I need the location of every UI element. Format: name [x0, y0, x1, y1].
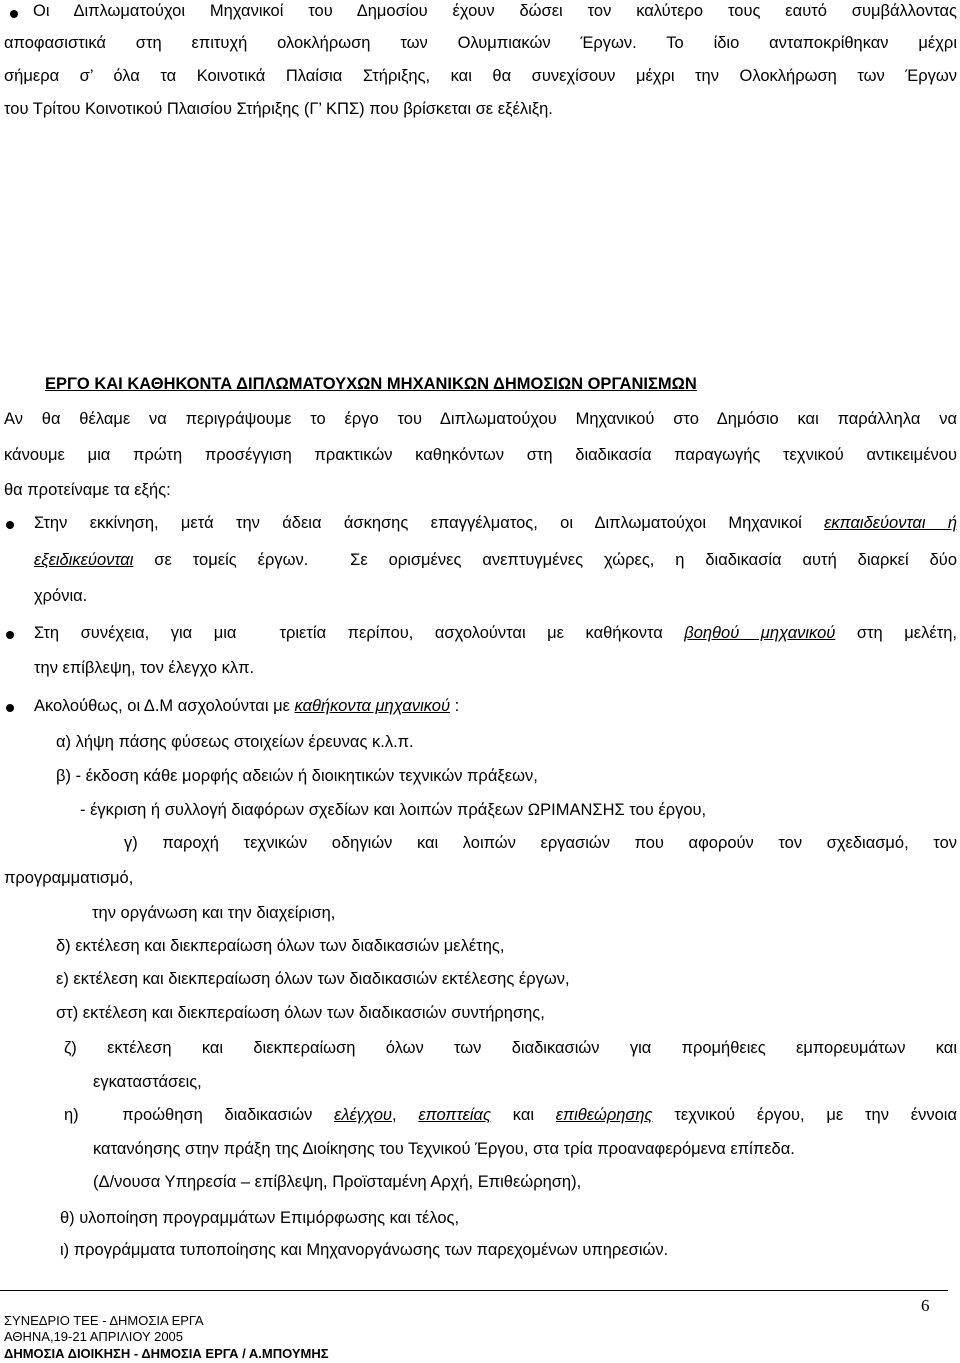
item-b-2: - έγκριση ή συλλογή διαφόρων σχεδίων και λοιπών πράξεων ΩΡΙΜΑΝΣΗΣ του έργου, — [80, 801, 707, 819]
item-th: θ) υλοποίηση προγραμμάτων Επιμόρφωσης και τέλος, — [60, 1209, 460, 1227]
footer-line-1: ΣΥΝΕΔΡΙΟ ΤΕΕ - ΔΗΜΟΣΙΑ ΕΡΓΑ — [4, 1313, 204, 1328]
para-line-3: θα προτείναμε τα εξής: — [4, 481, 171, 499]
bullet1-text: Στην εκκίνηση, μετά την άδεια άσκησης επαγγέλματος, οι Διπλωματούχοι Μηχανικοί — [34, 514, 825, 532]
item-h-1 — [64, 1106, 957, 1125]
item-d: δ) εκτέλεση και διεκπεραίωση όλων των διαδικασιών μελέτης, — [56, 937, 505, 955]
page-number: 6 — [921, 1296, 930, 1315]
item-g-1: γ) παροχή τεχνικών οδηγιών και λοιπών εργασιών που αφορούν τον σχεδιασμό, τον — [124, 834, 957, 852]
intro-line-3: σήμερα σ’ όλα τα Κοινοτικά Πλαίσια Στήριξης, και θα συνεχίσουν μέχρι την Ολοκλήρωση των Έργων — [4, 67, 957, 85]
bullet1-text-2: σε τομείς έργων. Σε ορισμένες ανεπτυγμένες χώρες, η διαδικασία αυτή διαρκεί δύο — [133, 551, 957, 569]
bullet-icon — [10, 10, 18, 18]
item-h-text: η) προώθηση διαδικασιών — [64, 1106, 335, 1124]
bullet3-line — [34, 697, 459, 716]
footer-line-2: ΑΘΗΝΑ,19-21 ΑΠΡΙΛΙΟΥ 2005 — [4, 1329, 184, 1344]
item-i: ι) προγράμματα τυποποίησης και Μηχανοργάνωσης των παρεχομένων υπηρεσιών. — [60, 1241, 669, 1259]
footer-divider — [0, 1290, 948, 1291]
bullet2-text-post: στη μελέτη, — [835, 624, 957, 642]
item-h-emphasis-1: ελέγχου — [334, 1106, 393, 1124]
item-e: ε) εκτέλεση και διεκπεραίωση όλων των διαδικασιών εκτέλεσης έργων, — [56, 970, 570, 988]
para-line-1: Αν θα θέλαμε να περιγράψουμε το έργο του Διπλωματούχου Μηχανικού στο Δημόσιο και παράλληλα να — [4, 410, 957, 428]
bullet-icon — [6, 521, 14, 529]
item-z-2: εγκαταστάσεις, — [93, 1073, 202, 1091]
item-h-emphasis-2: εποπτείας — [418, 1106, 491, 1124]
bullet1-line-3: χρόνια. — [34, 587, 88, 605]
bullet3-emphasis: καθήκοντα μηχανικού — [294, 697, 451, 715]
item-h-3: (Δ/νουσα Υπηρεσία – επίβλεψη, Προϊσταμένη Αρχή, Επιθεώρηση), — [93, 1173, 582, 1191]
item-h-sep: , — [392, 1106, 419, 1124]
item-h-emphasis-3: επιθεώρησης — [555, 1106, 653, 1124]
item-z-1: ζ) εκτέλεση και διεκπεραίωση όλων των διαδικασιών για προμήθειες εμπορευμάτων και — [64, 1039, 957, 1057]
footer-line-3: ΔΗΜΟΣΙΑ ΔΙΟΙΚΗΣΗ - ΔΗΜΟΣΙΑ ΕΡΓΑ / Α.ΜΠΟΥΜΗΣ — [4, 1346, 329, 1361]
bullet3-text-post: : — [450, 697, 460, 715]
item-h-text-post: τεχνικού έργου, με την έννοια — [652, 1106, 957, 1124]
section-heading: ΕΡΓΟ ΚΑΙ ΚΑΘΗΚΟΝΤΑ ΔΙΠΛΩΜΑΤΟΥΧΩΝ ΜΗΧΑΝΙΚΩΝ ΔΗΜΟΣΙΩΝ ΟΡΓΑΝΙΣΜΩΝ — [45, 375, 697, 393]
para-line-2: κάνουμε μια πρώτη προσέγγιση πρακτικών καθηκόντων στη διαδικασία παραγωγής τεχνικού αντικειμένου — [4, 446, 957, 464]
bullet1-line-1 — [34, 514, 957, 533]
bullet3-text: Ακολούθως, οι Δ.Μ ασχολούνται με — [34, 697, 295, 715]
intro-line-1: Οι Διπλωματούχοι Μηχανικοί του Δημοσίου έχουν δώσει τον καλύτερο τους εαυτό συμβάλλοντας — [33, 2, 957, 20]
item-st: στ) εκτέλεση και διεκπεραίωση όλων των διαδικασιών συντήρησης, — [56, 1004, 545, 1022]
bullet2-text: Στη συνέχεια, για μια τριετία περίπου, ασχολούνται με καθήκοντα — [34, 624, 685, 642]
item-g-3: την οργάνωση και την διαχείριση, — [92, 904, 336, 922]
bullet1-emphasis-2: εξειδικεύονται — [34, 551, 134, 569]
item-h-2: κατανόησης στην πράξη της Διοίκησης του Τεχνικού Έργου, στα τρία προαναφερόμενα επίπεδα. — [93, 1140, 795, 1158]
item-g-2: προγραμματισμό, — [4, 869, 134, 887]
bullet-icon — [6, 631, 14, 639]
bullet1-line-2 — [34, 551, 957, 570]
bullet2-line-1 — [34, 624, 957, 643]
item-b-1: β) - έκδοση κάθε μορφής αδειών ή διοικητικών τεχνικών πράξεων, — [56, 767, 538, 785]
bullet2-line-2: την επίβλεψη, τον έλεγχο κλπ. — [34, 659, 255, 677]
bullet-icon — [6, 704, 14, 712]
intro-line-2: αποφασιστικά στη επιτυχή ολοκλήρωση των Ολυμπιακών Έργων. Το ίδιο ανταποκρίθηκαν μέχρι — [4, 34, 957, 52]
intro-line-4: του Τρίτου Κοινοτικού Πλαισίου Στήριξης (Γ’ ΚΠΣ) που βρίσκεται σε εξέλιξη. — [4, 100, 553, 118]
item-a: α) λήψη πάσης φύσεως στοιχείων έρευνας κ.λ.π. — [56, 733, 414, 751]
bullet1-emphasis: εκπαιδεύονται ή — [824, 514, 957, 532]
item-h-and: και — [490, 1106, 556, 1124]
bullet2-emphasis: βοηθού μηχανικού — [684, 624, 836, 642]
